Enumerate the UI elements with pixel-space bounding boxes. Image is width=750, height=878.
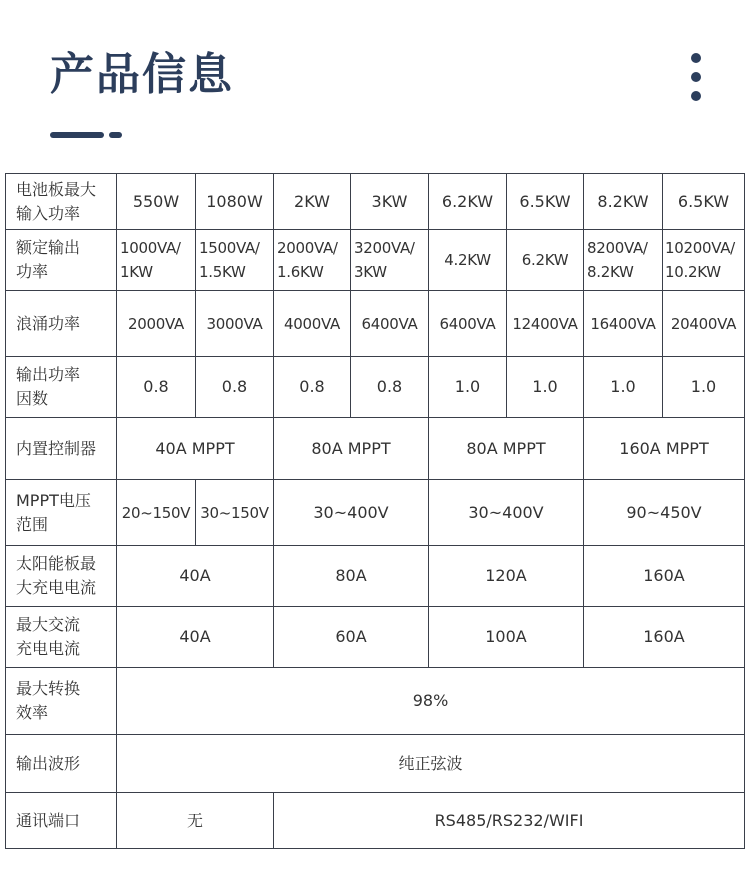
cell-value: 2KW (274, 174, 351, 230)
cell-value: 20~150V (117, 480, 196, 546)
row-label: 电池板最大 输入功率 (6, 174, 117, 230)
row-label: 浪涌功率 (6, 291, 117, 357)
row-label: 通讯端口 (6, 793, 117, 849)
spec-table (5, 173, 745, 849)
cell-value: 2000VA/ 1.6KW (274, 230, 351, 291)
table-row-power-factor (6, 357, 745, 418)
cell-value: 98% (117, 668, 745, 735)
menu-dot (691, 91, 701, 101)
cell-value: 3000VA (196, 291, 274, 357)
table-row-controller (6, 418, 745, 480)
page-title: 产品信息 (50, 49, 234, 100)
cell-value: 160A (584, 607, 745, 668)
cell-value: 90~450V (584, 480, 745, 546)
row-label: 输出功率 因数 (6, 357, 117, 418)
cell-value: 纯正弦波 (117, 735, 745, 793)
table-row-efficiency (6, 668, 745, 735)
cell-value: 1500VA/ 1.5KW (196, 230, 274, 291)
row-label: MPPT电压 范围 (6, 480, 117, 546)
cell-value: 3KW (351, 174, 429, 230)
cell-value: 8.2KW (584, 174, 663, 230)
cell-value: 80A MPPT (429, 418, 584, 480)
cell-value: 160A MPPT (584, 418, 745, 480)
menu-dot (691, 53, 701, 63)
cell-value: 6400VA (351, 291, 429, 357)
cell-value: 12400VA (507, 291, 584, 357)
title-underline-short (109, 132, 122, 138)
cell-value: 1000VA/ 1KW (117, 230, 196, 291)
cell-value: 40A (117, 546, 274, 607)
cell-value: 100A (429, 607, 584, 668)
table-row-surge-power (6, 291, 745, 357)
cell-value: 1.0 (429, 357, 507, 418)
cell-value: 10200VA/ 10.2KW (663, 230, 745, 291)
cell-value: 0.8 (274, 357, 351, 418)
row-label: 额定输出 功率 (6, 230, 117, 291)
cell-value: 0.8 (351, 357, 429, 418)
cell-value: 0.8 (117, 357, 196, 418)
table-row-pv-max-input (6, 174, 745, 230)
table-row-comm-port (6, 793, 745, 849)
menu-dot (691, 72, 701, 82)
table-row-mppt-range (6, 480, 745, 546)
cell-value: RS485/RS232/WIFI (274, 793, 745, 849)
more-menu-icon[interactable] (685, 50, 707, 106)
cell-value: 80A (274, 546, 429, 607)
cell-value: 60A (274, 607, 429, 668)
cell-value: 3200VA/ 3KW (351, 230, 429, 291)
table-row-ac-charge (6, 607, 745, 668)
cell-value: 80A MPPT (274, 418, 429, 480)
cell-value: 2000VA (117, 291, 196, 357)
cell-value: 4000VA (274, 291, 351, 357)
header (0, 0, 750, 160)
table-row-waveform (6, 735, 745, 793)
row-label: 太阳能板最 大充电电流 (6, 546, 117, 607)
cell-value: 1.0 (584, 357, 663, 418)
cell-value: 6.2KW (507, 230, 584, 291)
cell-value: 1080W (196, 174, 274, 230)
cell-value: 4.2KW (429, 230, 507, 291)
cell-value: 120A (429, 546, 584, 607)
cell-value: 30~400V (429, 480, 584, 546)
cell-value: 20400VA (663, 291, 745, 357)
cell-value: 6.5KW (507, 174, 584, 230)
cell-value: 160A (584, 546, 745, 607)
cell-value: 40A MPPT (117, 418, 274, 480)
cell-value: 30~400V (274, 480, 429, 546)
row-label: 最大转换 效率 (6, 668, 117, 735)
row-label: 输出波形 (6, 735, 117, 793)
table-row-rated-output (6, 230, 745, 291)
title-underline-long (50, 132, 104, 138)
cell-value: 550W (117, 174, 196, 230)
cell-value: 0.8 (196, 357, 274, 418)
cell-value: 16400VA (584, 291, 663, 357)
cell-value: 40A (117, 607, 274, 668)
cell-value: 1.0 (507, 357, 584, 418)
cell-value: 6400VA (429, 291, 507, 357)
cell-value: 8200VA/ 8.2KW (584, 230, 663, 291)
table-row-solar-charge (6, 546, 745, 607)
cell-value: 无 (117, 793, 274, 849)
cell-value: 6.5KW (663, 174, 745, 230)
row-label: 最大交流 充电电流 (6, 607, 117, 668)
cell-value: 6.2KW (429, 174, 507, 230)
cell-value: 30~150V (196, 480, 274, 546)
row-label: 内置控制器 (6, 418, 117, 480)
cell-value: 1.0 (663, 357, 745, 418)
